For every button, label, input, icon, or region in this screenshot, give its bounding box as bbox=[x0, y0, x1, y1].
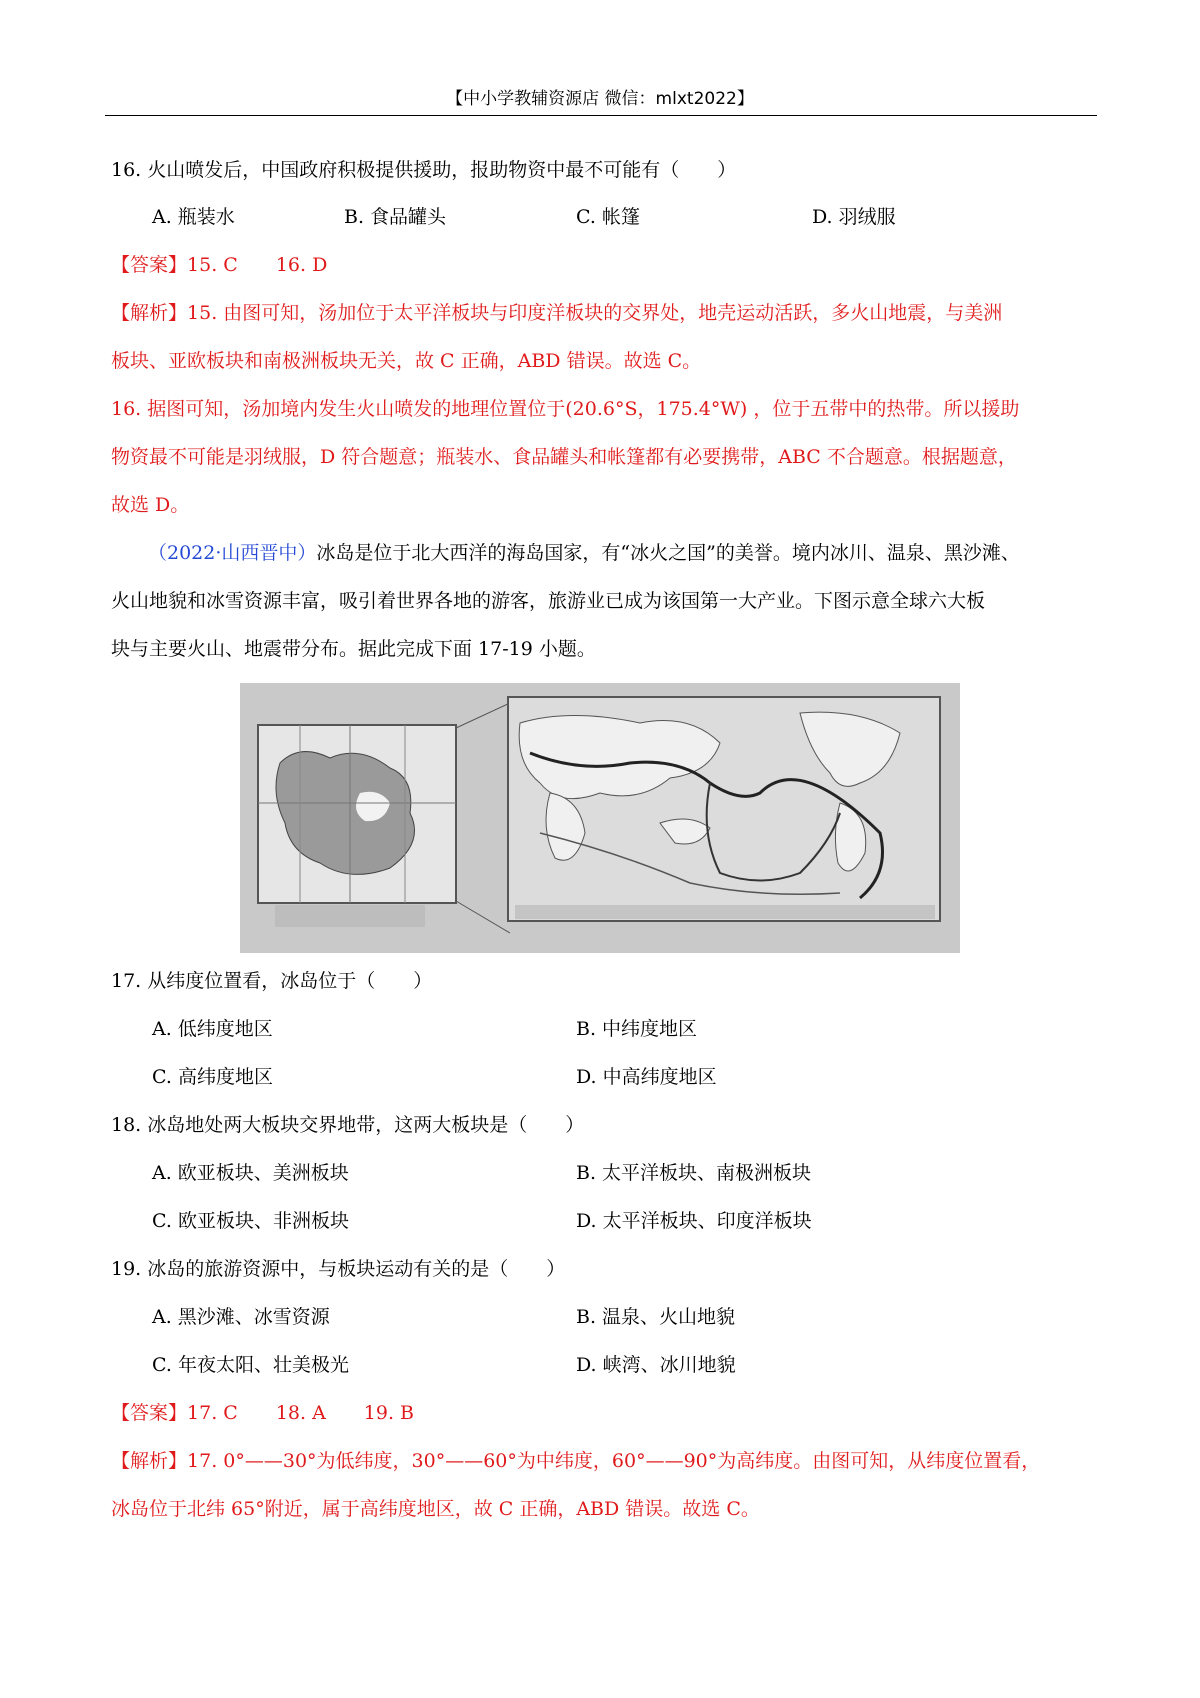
explain-15-text-1: 15. 由图可知，汤加位于太平洋板块与印度洋板块的交界处，地壳运动活跃，多火山地震，与美洲 bbox=[187, 302, 1003, 324]
answer-label: 【答案】 bbox=[111, 254, 188, 276]
plate-map-figure bbox=[240, 683, 960, 953]
explain-16-line-3: 故选 D。 bbox=[111, 494, 190, 516]
answer-16: 16. D bbox=[275, 254, 328, 276]
explain-16-line-1: 16. 据图可知，汤加境内发生火山喷发的地理位置位于(20.6°S，175.4°W) ，位于五带中的热带。所以援助 bbox=[111, 398, 1020, 420]
q19-option-d: D. 峡湾、冰川地貌 bbox=[576, 1354, 736, 1376]
q19-option-c: C. 年夜太阳、壮美极光 bbox=[152, 1354, 349, 1376]
q17-stem: 17. 从纬度位置看，冰岛位于（ ） bbox=[111, 970, 433, 992]
q17-option-a: A. 低纬度地区 bbox=[152, 1018, 273, 1040]
q16-option-a: A. 瓶装水 bbox=[152, 206, 235, 228]
q17-option-b: B. 中纬度地区 bbox=[576, 1018, 698, 1040]
q16-option-b: B. 食品罐头 bbox=[344, 206, 447, 228]
explain-15-line-1 bbox=[111, 300, 1002, 326]
explain-16-line-2: 物资最不可能是羽绒服，D 符合题意；瓶装水、食品罐头和帐篷都有必要携带，ABC 不合题意。根据题意， bbox=[111, 446, 1017, 468]
q17-option-d: D. 中高纬度地区 bbox=[576, 1066, 717, 1088]
q19-option-b: B. 温泉、火山地貌 bbox=[576, 1306, 736, 1328]
q16-stem: 16. 火山喷发后，中国政府积极提供援助，报助物资中最不可能有（ ） bbox=[111, 159, 737, 181]
q16-option-d: D. 羽绒服 bbox=[812, 206, 896, 228]
world-plate-map bbox=[508, 697, 940, 921]
explain-17-line-1 bbox=[111, 1448, 1040, 1474]
answer-17-19 bbox=[111, 1400, 414, 1426]
answer-15-16 bbox=[111, 252, 327, 278]
answer-17: 17. C bbox=[187, 1402, 238, 1424]
q19-option-a: A. 黑沙滩、冰雪资源 bbox=[152, 1306, 330, 1328]
q18-option-c: C. 欧亚板块、非洲板块 bbox=[152, 1210, 349, 1232]
iceland-inset-map bbox=[258, 725, 456, 927]
q16-option-c: C. 帐篷 bbox=[576, 206, 640, 228]
q19-stem: 19. 冰岛的旅游资源中，与板块运动有关的是（ ） bbox=[111, 1258, 566, 1280]
q18-option-a: A. 欧亚板块、美洲板块 bbox=[152, 1162, 349, 1184]
q18-option-b: B. 太平洋板块、南极洲板块 bbox=[576, 1162, 812, 1184]
page-header: 【中小学教辅资源店 微信：mlxt2022】 bbox=[446, 89, 754, 109]
intro-text-1: 冰岛是位于北大西洋的海岛国家，有“冰火之国”的美誉。境内冰川、温泉、黑沙滩、 bbox=[316, 542, 1020, 564]
explain-label: 【解析】 bbox=[111, 302, 188, 324]
q18-stem: 18. 冰岛地处两大板块交界地带，这两大板块是（ ） bbox=[111, 1114, 585, 1136]
header-rule bbox=[105, 115, 1097, 116]
explain-15-line-2: 板块、亚欧板块和南极洲板块无关，故 C 正确，ABD 错误。故选 C。 bbox=[111, 350, 702, 372]
q18-option-d: D. 太平洋板块、印度洋板块 bbox=[576, 1210, 812, 1232]
intro-line-3: 块与主要火山、地震带分布。据此完成下面 17-19 小题。 bbox=[111, 638, 596, 660]
explain-17-line-2: 冰岛位于北纬 65°附近，属于高纬度地区，故 C 正确，ABD 错误。故选 C。 bbox=[111, 1498, 760, 1520]
q17-option-c: C. 高纬度地区 bbox=[152, 1066, 273, 1088]
explain-17-text-1: 17. 0°——30°为低纬度，30°——60°为中纬度，60°——90°为高纬度。由图可知，从纬度位置看， bbox=[187, 1450, 1041, 1472]
answer-19: 19. B bbox=[363, 1402, 415, 1424]
answer-15: 15. C bbox=[187, 254, 238, 276]
answer-18: 18. A bbox=[275, 1402, 326, 1424]
intro-line-1 bbox=[148, 540, 1020, 566]
explain-label-2: 【解析】 bbox=[111, 1450, 188, 1472]
intro-source: （2022·山西晋中） bbox=[148, 542, 317, 564]
intro-line-2: 火山地貌和冰雪资源丰富，吸引着世界各地的游客，旅游业已成为该国第一大产业。下图示意全球六大板 bbox=[111, 590, 986, 612]
answer-label-2: 【答案】 bbox=[111, 1402, 188, 1424]
